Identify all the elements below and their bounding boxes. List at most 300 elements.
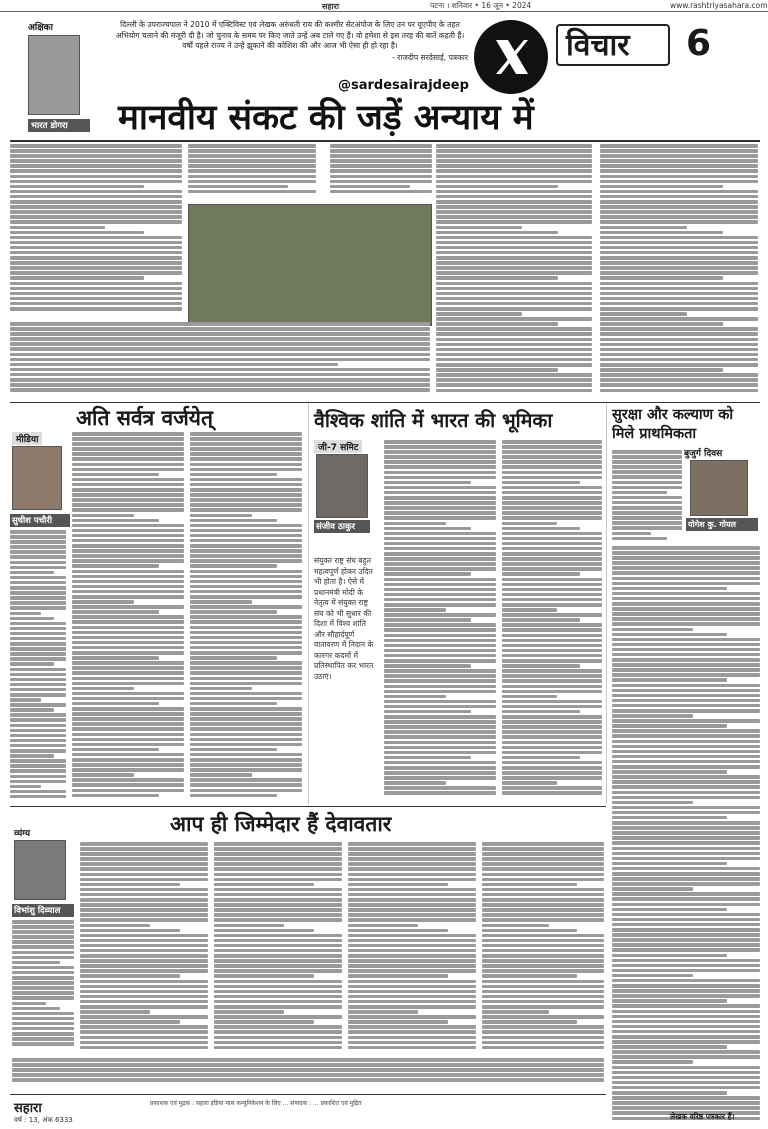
text-line [436,149,592,153]
text-line [348,1030,476,1034]
text-line [190,432,302,436]
text-line [612,816,727,820]
text-line [10,612,41,616]
text-line [600,210,758,214]
text-line [10,175,182,179]
text-line [502,496,602,500]
text-line [384,720,496,724]
text-line [10,169,182,173]
text-line [72,457,184,461]
text-line [600,144,758,148]
text-line [384,695,446,699]
text-line [384,445,496,449]
text-line [612,587,727,591]
text-line [80,980,208,984]
text-line [348,898,476,902]
text-line [600,378,758,382]
text-line [384,771,496,775]
bottom-col-1 [80,842,208,1052]
text-line [612,1060,693,1064]
safety-author: योगेश कु. गोयल [686,518,758,531]
text-line [502,572,580,576]
text-line [612,928,760,932]
text-line [612,1081,760,1085]
text-line [482,1005,604,1009]
text-line [348,878,476,882]
text-line [502,649,602,653]
text-line [10,683,66,687]
text-line [612,551,760,555]
text-line [384,746,496,750]
world-peace-tag: जी-7 समिट [314,440,362,453]
text-line [384,572,471,576]
text-line [190,748,277,752]
quote-box [112,20,468,84]
text-line [436,266,592,270]
text-line [72,651,184,655]
text-line [612,938,760,942]
text-line [80,1015,208,1019]
text-line [190,763,302,767]
text-line [190,773,252,777]
text-line [612,1025,760,1029]
text-line [482,903,604,907]
text-line [482,842,604,846]
text-line [72,738,184,742]
text-line [214,903,342,907]
text-line [600,353,758,357]
text-line [12,1012,74,1016]
text-line [612,1030,760,1034]
text-line [436,169,592,173]
text-line [612,481,682,485]
text-line [612,897,760,901]
text-line [436,317,592,321]
text-line [600,159,758,163]
text-line [10,775,66,779]
text-line [190,620,302,624]
text-line [190,544,302,548]
text-line [72,483,184,487]
text-line [348,1036,476,1040]
text-line [612,923,760,927]
text-line [436,287,592,291]
text-line [80,1010,150,1014]
text-line [348,1000,476,1004]
text-line [502,486,602,490]
text-line [214,898,342,902]
text-line [190,641,302,645]
safety-tag: बुजुर्ग दिवस [684,449,723,459]
text-line [348,903,476,907]
text-line [612,857,760,861]
world-peace-pull-quote: संयुक्त राष्ट्र संघ बहुत महत्वपूर्ण होकर उदित भी होता है। ऐसे में प्रधानमंत्री मोदी के नेतृत्व में संयुक्त राष्ट्र संघ को भी सुधार की दिशा में विश्व शांति और सौहार्दपूर्ण वातावरण में निदान के कारगर कदमों में प्रतिस्थापित कर भारत उठाएं। [314,556,374,681]
text-line [348,888,476,892]
text-line [482,1041,604,1045]
text-line [10,632,66,636]
text-line [502,776,602,780]
lead-col-2 [188,144,316,200]
text-line [482,954,604,958]
text-line [214,908,342,912]
text-line [190,671,302,675]
text-line [384,552,496,556]
text-line [348,862,476,866]
text-line [10,226,105,230]
text-line [482,918,604,922]
text-line [436,363,592,367]
text-line [10,337,430,341]
safety-headline: सुरक्षा और कल्याण को मिले प्राथमिकता [612,407,734,442]
text-line [190,539,302,543]
handle-text: @sardesairajdeep [338,78,469,93]
text-line [80,1000,208,1004]
text-line [348,852,476,856]
text-line [12,951,74,955]
text-line [482,985,604,989]
text-line [612,491,667,495]
text-line [188,159,316,163]
text-line [348,985,476,989]
text-line [612,913,760,917]
text-line [72,610,159,614]
text-line [10,144,182,148]
lead-headline: मानवीय संकट की जड़ें अन्याय में [118,98,534,138]
text-line [72,570,184,574]
text-line [502,725,602,729]
text-line [190,442,302,446]
text-line [190,580,302,584]
text-line [214,878,342,882]
text-line [10,744,66,748]
text-line [188,154,316,158]
text-line [188,169,316,173]
text-line [502,735,602,739]
text-line [384,542,496,546]
masthead-paper-name: सहारा [322,2,340,11]
text-line [612,663,760,667]
text-line [80,959,208,963]
text-line [190,600,252,604]
text-line [10,220,182,224]
text-line [214,1020,314,1024]
text-line [384,700,496,704]
text-line [72,661,184,665]
text-line [10,708,54,712]
text-line [436,276,558,280]
text-line [502,756,580,760]
text-line [502,511,602,515]
text-line [348,867,476,871]
text-line [384,685,496,689]
text-line [10,205,182,209]
text-line [12,925,74,929]
editorial-headline: अति सर्वत्र वर्जयेत् [76,406,213,430]
text-line [10,769,66,773]
text-line [80,883,180,887]
text-line [72,768,184,772]
text-line [502,710,580,714]
text-line [10,164,182,168]
text-line [10,790,66,794]
text-line [482,959,604,963]
text-line [72,590,184,594]
text-line [482,888,604,892]
text-line [482,990,604,994]
text-line [502,557,602,561]
text-line [436,200,592,204]
text-line [502,685,602,689]
text-line [12,961,60,965]
footer-info: प्रकाशक एवं मुद्रक : सहारा इंडिया मास कम्युनिकेशन के लिए ... संपादक : ... प्रकाशित एवं मुद्रित [150,1100,362,1107]
text-line [72,783,184,787]
author-photo [28,35,80,115]
text-line [612,455,682,459]
text-line [502,623,602,627]
text-line [72,682,184,686]
text-line [80,893,208,897]
text-line [612,486,682,490]
text-line [12,935,74,939]
text-line [502,644,602,648]
text-line [502,761,602,765]
text-line [384,628,496,632]
text-line [482,944,604,948]
text-line [80,847,208,851]
text-line [384,674,496,678]
text-line [348,929,448,933]
text-line [612,1106,760,1110]
text-line [384,593,496,597]
text-line [384,506,496,510]
quote-author: - राजदीप सरदेसाई, पत्रकार [392,52,468,62]
text-line [600,327,758,331]
text-line [502,603,602,607]
text-line [10,703,66,707]
text-line [72,503,184,507]
text-line [384,669,496,673]
text-line [436,378,592,382]
text-line [612,882,760,886]
text-line [10,195,182,199]
text-line [190,707,302,711]
text-line [188,190,316,194]
text-line [436,307,592,311]
bottom-headline: आप ही जिम्मेदार हैं देवावतार [170,812,392,836]
world-peace-col-1 [384,440,496,802]
text-line [214,934,342,938]
text-line [190,717,302,721]
text-line [502,501,602,505]
text-line [190,656,277,660]
text-line [384,679,496,683]
text-line [436,327,592,331]
text-line [612,496,682,500]
text-line [384,735,496,739]
safety-footer: लेखक वरिष्ठ पत्रकार हैं। [670,1112,735,1121]
text-line [384,460,496,464]
text-line [612,1055,760,1059]
text-line [214,1036,342,1040]
text-line [612,734,760,738]
text-line [502,471,602,475]
text-line [612,943,760,947]
text-line [436,246,592,250]
text-line [612,785,760,789]
text-line [72,697,184,701]
text-line [384,603,496,607]
text-line [348,954,476,958]
text-line [612,847,760,851]
text-line [190,712,302,716]
text-line [190,738,302,742]
text-line [502,664,580,668]
text-line [612,450,682,454]
text-line [72,447,184,451]
text-line [190,468,302,472]
bottom-tag: व्यंग्य [14,829,31,839]
text-line [348,949,476,953]
text-line [190,549,302,553]
text-line [600,180,758,184]
text-line [348,913,476,917]
text-line [80,1025,208,1029]
text-line [384,618,471,622]
text-line [80,954,208,958]
text-line [72,778,184,782]
text-line [72,432,184,436]
quote-text: दिल्ली के उपराज्यपाल ने 2010 में एक्टिविस्ट एवं लेखक अरुंधती राय की कश्मीर सेटअंपोज के लिए उन पर यूएपीए के तहत अभियोग चलाने की मंजूरी दी है। जो चुनाव के समय पर किए जाते उन्हें अब टाले गए हैं। वो हमेशा से इस तरह की बातें कहती हैं। वर्षों पहले राज्य ने उन्हें झुकाने की कोशिश की और आज भी ऐसा ही हो रहा है। [115,20,465,50]
text-line [10,749,66,753]
text-line [502,751,602,755]
text-line [190,692,302,696]
text-line [72,463,184,467]
text-line [348,873,476,877]
text-line [436,154,592,158]
text-line [10,271,182,275]
text-line [612,617,760,621]
text-line [436,205,592,209]
text-line [190,753,302,757]
text-line [188,144,316,148]
text-line [502,679,602,683]
text-line [214,944,342,948]
text-line [612,1045,727,1049]
text-line [10,332,430,336]
safety-author-photo [690,460,748,516]
text-line [12,976,74,980]
text-line [214,883,314,887]
text-line [502,715,602,719]
text-line [214,990,342,994]
bottom-col-0 [12,920,74,1052]
text-line [502,532,602,536]
text-line [10,754,54,758]
text-line [502,567,602,571]
text-line [348,918,476,922]
text-line [612,537,667,541]
x-logo-icon [474,20,548,94]
text-line [502,506,602,510]
lead-col-4 [436,144,592,398]
text-line [600,169,758,173]
text-line [600,246,758,250]
text-line [612,933,760,937]
text-line [72,529,184,533]
text-line [10,627,66,631]
text-line [12,956,74,960]
text-line [600,282,758,286]
text-line [190,727,302,731]
text-line [384,476,496,480]
text-line [502,634,602,638]
text-line [384,598,496,602]
text-line [72,727,184,731]
text-line [348,969,476,973]
text-line [190,534,302,538]
text-line [72,671,184,675]
text-line [72,524,184,528]
text-line [72,789,184,793]
text-line [600,271,758,275]
text-line [72,748,159,752]
text-line [214,964,342,968]
text-line [600,389,758,393]
text-line [190,437,302,441]
text-line [436,297,592,301]
text-line [12,1063,604,1067]
text-line [214,974,314,978]
text-line [12,945,74,949]
text-line [612,775,760,779]
text-line [600,287,758,291]
text-line [384,710,471,714]
text-line [72,559,184,563]
text-line [384,756,471,760]
text-line [10,734,66,738]
text-line [10,297,182,301]
text-line [482,1046,604,1050]
masthead-date: पटना । शनिवार • 16 जून • 2024 [430,1,532,10]
text-line [80,1020,180,1024]
text-line [10,378,430,382]
text-line [612,607,760,611]
text-line [10,561,66,565]
text-line [384,440,496,444]
text-line [214,949,342,953]
text-line [80,990,208,994]
text-line [190,457,302,461]
text-line [482,980,604,984]
text-line [10,545,66,549]
text-line [10,713,66,717]
text-line [190,677,302,681]
text-line [612,1091,727,1095]
text-line [436,322,558,326]
text-line [10,693,66,697]
text-line [12,986,74,990]
text-line [436,373,592,377]
safety-col [612,546,760,1126]
text-line [600,215,758,219]
text-line [214,888,342,892]
text-line [72,702,159,706]
text-line [436,251,592,255]
text-line [80,878,208,882]
section-title: विचार [566,28,630,63]
text-line [348,924,418,928]
text-line [600,332,758,336]
